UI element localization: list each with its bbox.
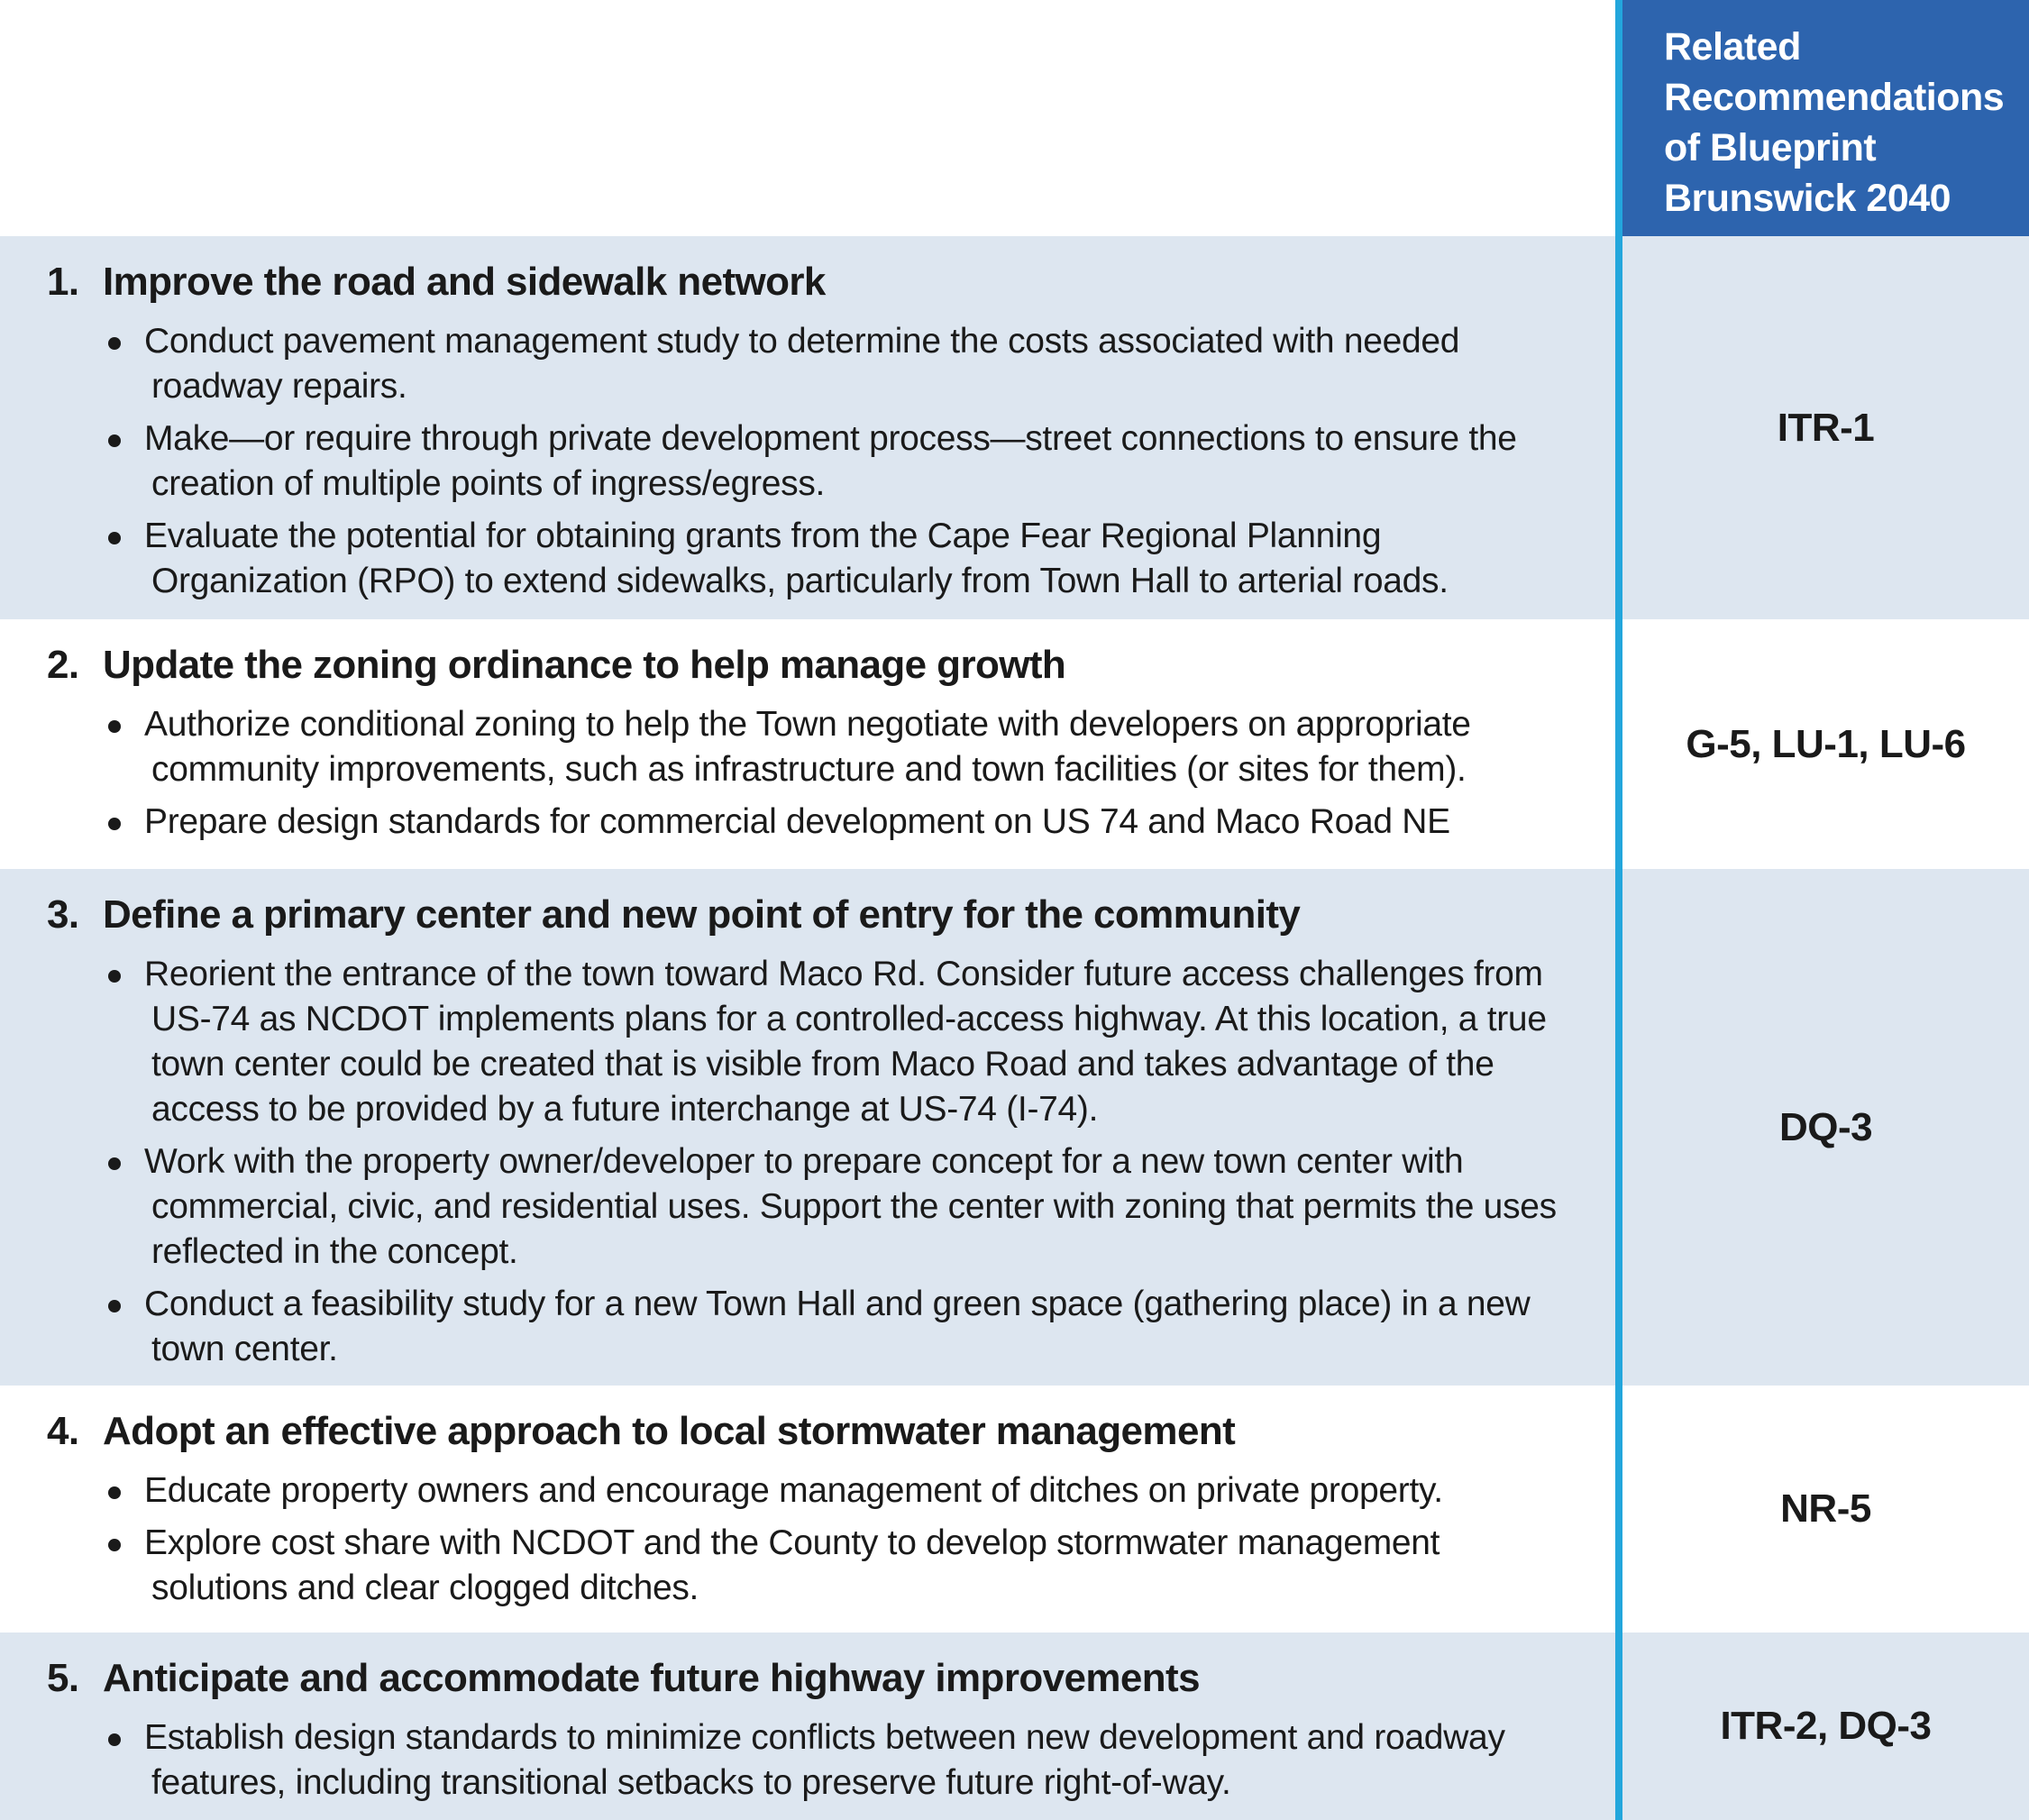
recommendation-cell xyxy=(1622,869,2029,1386)
action-bullet-list xyxy=(47,952,1579,1372)
list-item xyxy=(47,952,1579,1132)
column-divider xyxy=(1615,0,1622,1820)
action-bullet-list xyxy=(47,1468,1579,1611)
action-number: 1. xyxy=(47,260,79,304)
action-number: 3. xyxy=(47,892,79,937)
bullet-text: Establish design standards to minimize conflicts between new development and roadway features, including transitional setbacks to preserve future right-of-way. xyxy=(144,1718,1505,1802)
recommendation-cell xyxy=(1622,236,2029,619)
bullet-icon xyxy=(108,1157,121,1170)
recommendation-code: DQ-3 xyxy=(1778,1104,1873,1149)
recommendation-code: ITR-1 xyxy=(1777,405,1875,450)
table-row xyxy=(0,236,2029,619)
action-number: 2. xyxy=(47,643,79,687)
recommendation-cell xyxy=(1622,1386,2029,1633)
action-title xyxy=(47,639,1579,691)
action-title xyxy=(47,1652,1579,1705)
bullet-text: Evaluate the potential for obtaining grants from the Cape Fear Regional Planning Organization (RPO) to extend sidewalks, particularly from Town Hall to arterial roads. xyxy=(144,517,1449,600)
bullet-icon xyxy=(108,1486,121,1499)
bullet-icon xyxy=(108,720,121,733)
header-line: Related xyxy=(1664,25,1801,69)
action-title xyxy=(47,256,1579,308)
table-row xyxy=(0,1386,2029,1633)
bullet-text: Prepare design standards for commercial development on US 74 and Maco Road NE xyxy=(144,802,1450,841)
action-cell xyxy=(0,236,1615,619)
list-item xyxy=(47,416,1579,507)
recommendation-cell xyxy=(1622,619,2029,869)
list-item xyxy=(47,319,1579,409)
bullet-icon xyxy=(108,1539,121,1551)
action-title-text: Update the zoning ordinance to help manage growth xyxy=(103,643,1066,687)
bullet-icon xyxy=(108,818,121,830)
action-title-text: Improve the road and sidewalk network xyxy=(103,260,826,304)
list-item xyxy=(47,1139,1579,1275)
bullet-text: Authorize conditional zoning to help the Town negotiate with developers on appropriate community improvements, such as infrastructure and town facilities (or sites for them). xyxy=(144,705,1471,789)
bullet-text: Make—or require through private development process—street connections to ensure the creation of multiple points of ingress/egress. xyxy=(144,419,1517,503)
recommendation-code: NR-5 xyxy=(1780,1486,1871,1531)
bullet-icon xyxy=(108,970,121,983)
list-item xyxy=(47,1521,1579,1611)
action-title-text: Adopt an effective approach to local stormwater management xyxy=(103,1409,1236,1453)
header-line: Recommendations xyxy=(1664,76,2005,119)
list-item xyxy=(47,702,1579,792)
header-line: of Blueprint xyxy=(1664,126,1877,169)
action-cell xyxy=(0,1633,1615,1820)
bullet-text: Reorient the entrance of the town toward Maco Rd. Consider future access challenges from US-74 as NCDOT implements plans for a controlled-access highway. At this location, a true town center could be created that is visible from Maco Road and takes advantage of the access to be provided by a future interchange at US-74 (I-74). xyxy=(144,955,1547,1129)
bullet-icon xyxy=(108,532,121,544)
recommendation-cell xyxy=(1622,1633,2029,1820)
list-item xyxy=(47,514,1579,604)
list-item xyxy=(47,1282,1579,1372)
table-row xyxy=(0,869,2029,1386)
related-recommendations-header xyxy=(1622,0,2029,236)
action-title xyxy=(47,889,1579,941)
bullet-icon xyxy=(108,434,121,447)
list-item xyxy=(47,800,1579,845)
bullet-icon xyxy=(108,1300,121,1312)
table-row xyxy=(0,619,2029,869)
bullet-text: Work with the property owner/developer to prepare concept for a new town center with commercial, civic, and residential uses. Support the center with zoning that permits the uses reflected in the concept. xyxy=(144,1142,1557,1271)
bullet-text: Explore cost share with NCDOT and the County to develop stormwater management solutions and clear clogged ditches. xyxy=(144,1523,1440,1607)
action-title-text: Define a primary center and new point of entry for the community xyxy=(103,892,1301,937)
action-cell xyxy=(0,1386,1615,1633)
action-cell xyxy=(0,869,1615,1386)
action-bullet-list xyxy=(47,1715,1579,1806)
action-cell xyxy=(0,619,1615,869)
bullet-text: Conduct pavement management study to determine the costs associated with needed roadway repairs. xyxy=(144,322,1460,406)
action-title-text: Anticipate and accommodate future highway improvements xyxy=(103,1656,1200,1700)
bullet-icon xyxy=(108,337,121,350)
action-number: 4. xyxy=(47,1409,79,1453)
list-item xyxy=(47,1468,1579,1514)
bullet-text: Conduct a feasibility study for a new Town Hall and green space (gathering place) in a new town center. xyxy=(144,1285,1531,1368)
action-title xyxy=(47,1405,1579,1458)
recommendation-code: ITR-2, DQ-3 xyxy=(1720,1704,1932,1748)
action-bullet-list xyxy=(47,702,1579,845)
table-row xyxy=(0,1633,2029,1820)
bullet-text: Educate property owners and encourage management of ditches on private property. xyxy=(144,1471,1443,1510)
action-bullet-list xyxy=(47,319,1579,604)
list-item xyxy=(47,1715,1579,1806)
header-line: Brunswick 2040 xyxy=(1664,177,1951,220)
recommendation-code: G-5, LU-1, LU-6 xyxy=(1686,721,1966,766)
action-number: 5. xyxy=(47,1656,79,1700)
bullet-icon xyxy=(108,1733,121,1746)
